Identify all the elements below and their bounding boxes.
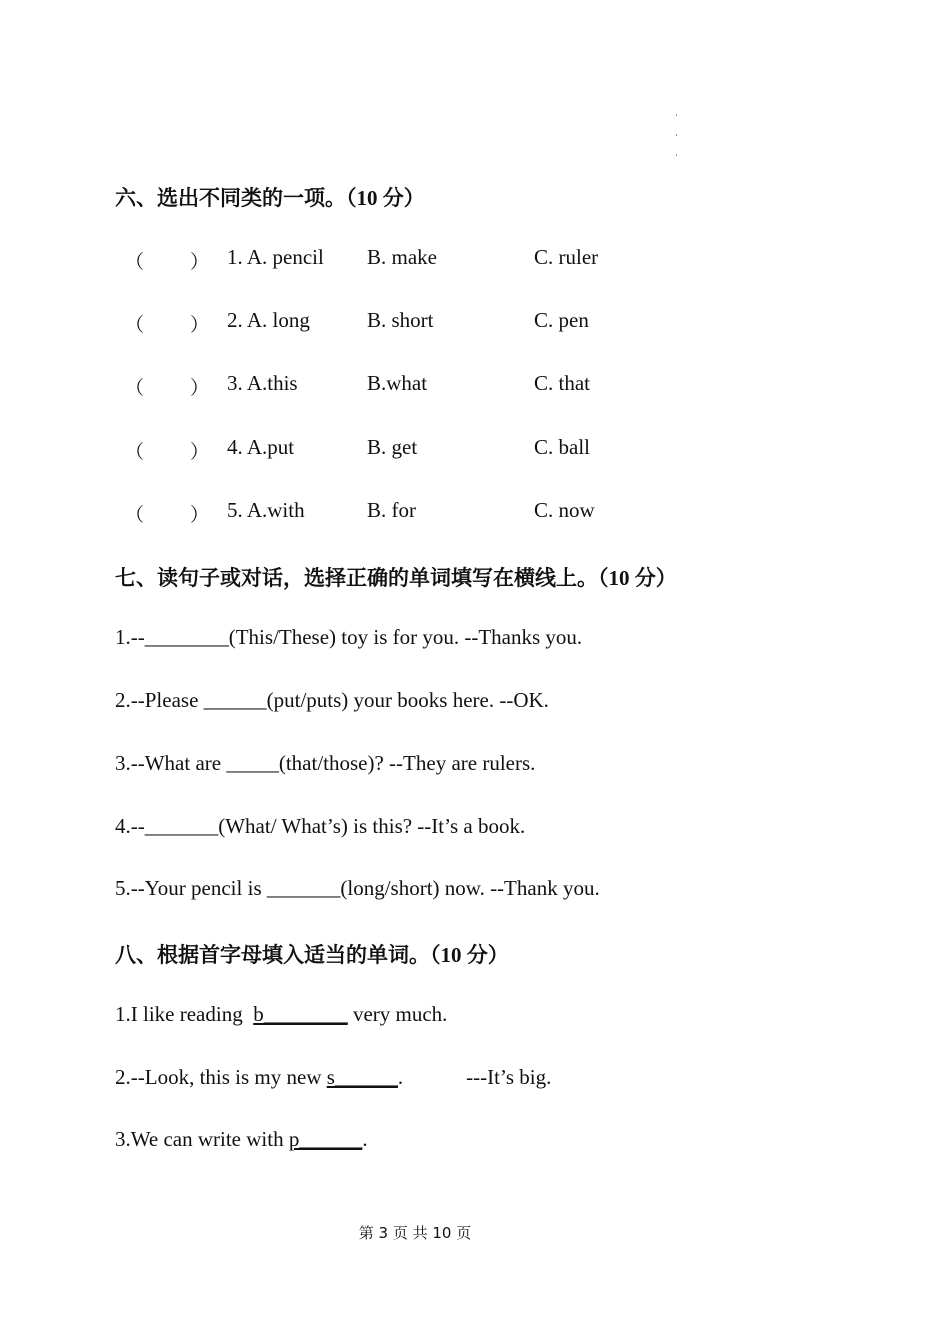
fill-sentence[interactable]: 1.--________(This/These) toy is for you. --Thanks you. bbox=[115, 625, 583, 649]
item-text: very much. bbox=[347, 1002, 448, 1026]
answer-paren-open[interactable]: （ bbox=[125, 252, 145, 273]
option-b: B. for bbox=[367, 498, 416, 522]
section-8-title: 八、根据首字母填入适当的单词。（10 分） bbox=[115, 943, 509, 967]
fill-sentence[interactable]: 4.--_______(What/ What’s) is this? --It’s a book. bbox=[115, 814, 526, 838]
item-text: 3.We can write with bbox=[115, 1127, 289, 1151]
fill-sentence[interactable]: 5.--Your pencil is _______(long/short) now. --Thank you. bbox=[115, 876, 600, 900]
option-b: B.what bbox=[367, 371, 428, 395]
answer-paren-open[interactable]: （ bbox=[125, 442, 145, 463]
fill-sentence[interactable]: 2.--Please ______(put/puts) your books here. --OK. bbox=[115, 688, 549, 712]
item-text: 2.--Look, this is my new bbox=[115, 1065, 327, 1089]
option-a: 2. A. long bbox=[227, 308, 310, 332]
page-number: 第 3 页 共 10 页 bbox=[358, 1224, 472, 1242]
option-a: 1. A. pencil bbox=[227, 245, 324, 269]
answer-blank[interactable]: p______ bbox=[288, 1127, 363, 1151]
answer-paren-close: ） bbox=[190, 442, 210, 463]
answer-paren-close: ） bbox=[190, 252, 210, 273]
item-text: . ---It’s big. bbox=[397, 1065, 552, 1089]
answer-paren-open[interactable]: （ bbox=[125, 505, 145, 526]
answer-paren-close: ） bbox=[190, 315, 210, 336]
answer-paren-close: ） bbox=[190, 505, 210, 526]
margin-mark bbox=[676, 114, 677, 116]
initial-letter-item bbox=[115, 1065, 551, 1090]
answer-blank[interactable]: s______ bbox=[326, 1065, 398, 1089]
option-b: B. short bbox=[367, 308, 434, 332]
initial-letter-item bbox=[115, 1002, 447, 1027]
option-c: C. now bbox=[534, 498, 595, 522]
fill-sentence[interactable]: 3.--What are _____(that/those)? --They are rulers. bbox=[115, 751, 536, 775]
option-b: B. make bbox=[367, 245, 437, 269]
answer-blank[interactable]: b________ bbox=[253, 1002, 348, 1026]
option-c: C. ball bbox=[534, 435, 590, 459]
section-7-title: 七、读句子或对话，选择正确的单词填写在横线上。（10 分） bbox=[115, 566, 677, 590]
item-text: . bbox=[362, 1127, 368, 1151]
margin-mark bbox=[676, 134, 677, 136]
answer-paren-close: ） bbox=[190, 378, 210, 399]
margin-mark bbox=[676, 154, 677, 156]
option-b: B. get bbox=[367, 435, 418, 459]
item-text: 1.I like reading bbox=[115, 1002, 254, 1026]
section-6-title: 六、选出不同类的一项。（10 分） bbox=[115, 186, 425, 210]
answer-paren-open[interactable]: （ bbox=[125, 378, 145, 399]
answer-paren-open[interactable]: （ bbox=[125, 315, 145, 336]
option-c: C. ruler bbox=[534, 245, 599, 269]
option-a: 3. A.this bbox=[227, 371, 298, 395]
option-c: C. pen bbox=[534, 308, 589, 332]
option-a: 4. A.put bbox=[227, 435, 295, 459]
option-a: 5. A.with bbox=[227, 498, 305, 522]
option-c: C. that bbox=[534, 371, 590, 395]
initial-letter-item bbox=[115, 1127, 368, 1152]
